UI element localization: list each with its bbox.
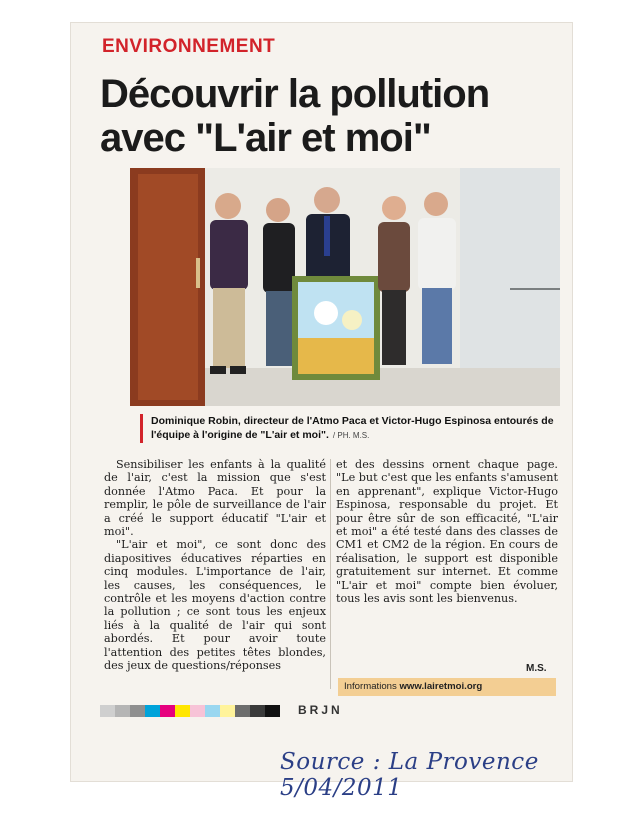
paragraph-2: "L'air et moi", ce sont donc des diapositives éducatives réparties en cinq modules. L'importance de l'air, les causes, les conséquences, le contrôle et les moyens d'action contre la pollution ; ce sont tous les enjeux liés à la qualité de l'air qui sont abordés. Et pour avoir toute l'attention des petites têtes blondes, des jeux de questions/réponses bbox=[104, 538, 326, 673]
column-divider bbox=[330, 459, 331, 689]
info-label: Informations bbox=[344, 681, 397, 692]
handwritten-source-note: Source : La Provence 5/04/2011 bbox=[280, 749, 539, 801]
article-column-1 bbox=[104, 458, 326, 673]
headline bbox=[100, 72, 520, 160]
section-label: ENVIRONNEMENT bbox=[102, 36, 276, 57]
photo-credit: / PH. M.S. bbox=[332, 431, 370, 440]
photo-caption bbox=[140, 414, 571, 443]
paragraph-3: et des dessins ornent chaque page. "Le but c'est que les enfants s'amusent en apprenant", explique Victor-Hugo Espinosa, responsable du projet. Et pour être sûr de son efficacité, "L'air et moi" a été testé dans des classes de CM1 et CM2 de la région. En cours de réalisation, le support est disponible gratuitement sur internet. Et comme "L'air et moi" compte bien évoluer, tous les avis sont les bienvenus. bbox=[336, 458, 558, 606]
info-url[interactable]: www.lairetmoi.org bbox=[399, 681, 483, 692]
headline-line-2: avec "L'air et moi" bbox=[100, 116, 431, 160]
headline-line-1: Découvrir la pollution bbox=[100, 72, 490, 116]
author-signature: M.S. bbox=[526, 663, 547, 674]
print-color-bar bbox=[100, 705, 280, 717]
newspaper-clipping bbox=[70, 22, 573, 801]
print-mark: BRJN bbox=[298, 703, 343, 717]
info-box bbox=[338, 678, 556, 696]
group-photo-illustration bbox=[130, 168, 560, 406]
article-column-2 bbox=[336, 458, 558, 605]
caption-text: Dominique Robin, directeur de l'Atmo Paca et Victor-Hugo Espinosa entourés de l'équipe à l'origine de "L'air et moi". bbox=[151, 415, 554, 441]
paragraph-1: Sensibiliser les enfants à la qualité de l'air, c'est la mission que s'est donnée l'Atmo Paca. Et pour la remplir, le pôle de surveillance de l'air a créé le support éducatif "L'air et moi". bbox=[104, 458, 326, 539]
group-photo bbox=[130, 168, 560, 406]
